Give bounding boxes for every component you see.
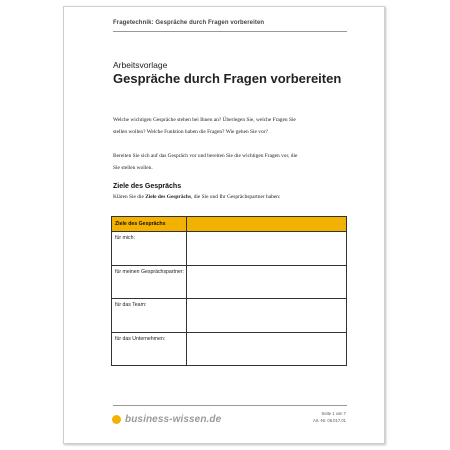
row-answer-field[interactable] xyxy=(187,332,347,366)
article-number: Art.-Nr. 06.017.01 xyxy=(312,417,346,423)
table-row xyxy=(112,299,347,333)
row-label: für meinen Gesprächspartner: xyxy=(112,265,187,299)
brand-name: business-wissen.de xyxy=(125,414,222,425)
table-header-cell: Ziele des Gesprächs xyxy=(112,217,187,232)
brand-dot-icon xyxy=(112,415,121,424)
page-number: Seite 1 von 7 xyxy=(321,411,346,416)
row-answer-field[interactable] xyxy=(187,232,347,266)
footer-meta xyxy=(313,411,346,424)
section-instruction xyxy=(113,192,343,203)
table-row xyxy=(112,232,347,266)
header-divider xyxy=(113,31,347,32)
section-heading: Ziele des Gesprächs xyxy=(113,183,182,190)
preparation-paragraph: Bereiten Sie sich auf das Gespräch vor und bereiten Sie die wichtigen Fragen vor, die Sie stellen wollen. xyxy=(113,153,298,171)
brand-logo[interactable] xyxy=(112,414,221,425)
intro-paragraph: Welche wichtigen Gespräche stehen bei Ihnen an? Überlegen Sie, welche Fragen Sie stellen wollen? Welche Funktion haben die Fragen? Wie gehen Sie vor? xyxy=(113,117,296,135)
instruction-text-bold: Ziele des Gesprächs xyxy=(145,194,192,200)
table-header-row xyxy=(112,217,347,232)
row-label: für das Team: xyxy=(112,299,187,333)
document-subtitle: Arbeitsvorlage xyxy=(113,60,168,70)
document-title: Gespräche durch Fragen vorbereiten xyxy=(113,71,342,86)
row-label: für das Unternehmen: xyxy=(112,332,187,366)
table-header-empty-cell xyxy=(187,217,347,232)
row-answer-field[interactable] xyxy=(187,299,347,333)
row-answer-field[interactable] xyxy=(187,265,347,299)
table-row xyxy=(112,332,347,366)
goals-table xyxy=(111,216,347,366)
running-header: Fragetechnik: Gespräche durch Fragen vorbereiten xyxy=(113,20,265,26)
footer-divider xyxy=(113,405,347,406)
instruction-text-end: , die Sie und Ihr Gesprächspartner haben: xyxy=(191,194,281,200)
table-row xyxy=(112,265,347,299)
row-label: für mich: xyxy=(112,232,187,266)
instruction-text-start: Klären Sie die xyxy=(113,194,146,200)
